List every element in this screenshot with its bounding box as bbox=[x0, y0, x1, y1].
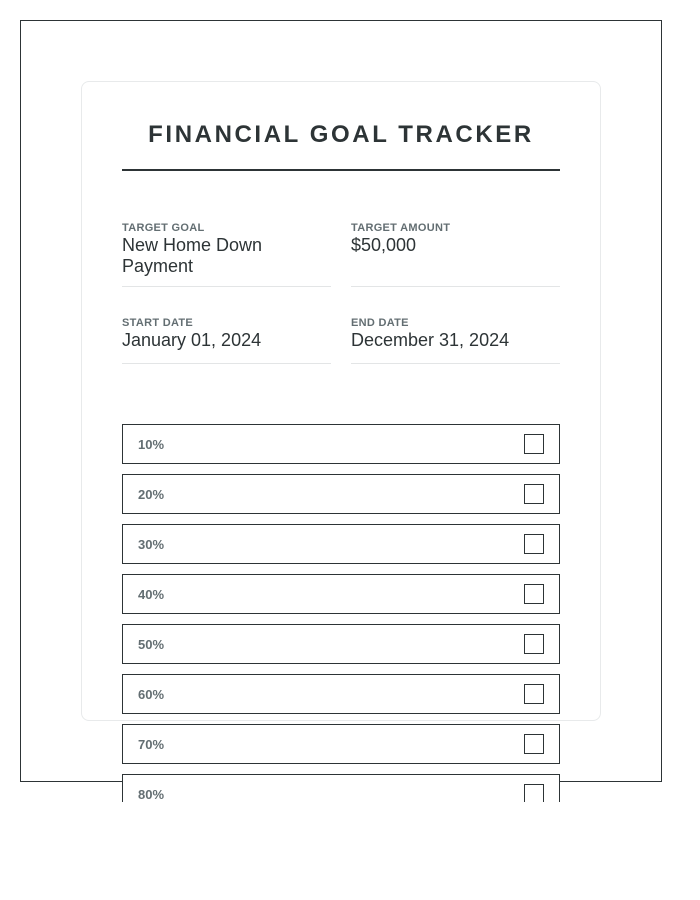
milestone-checkbox[interactable] bbox=[524, 484, 544, 504]
milestone-row bbox=[122, 674, 560, 714]
milestone-row bbox=[122, 424, 560, 464]
milestone-checkbox[interactable] bbox=[524, 784, 544, 802]
milestone-checkbox[interactable] bbox=[524, 734, 544, 754]
milestone-label: 80% bbox=[138, 787, 165, 802]
milestone-label: 20% bbox=[138, 487, 165, 502]
milestone-checkbox[interactable] bbox=[524, 634, 544, 654]
milestone-checkbox[interactable] bbox=[524, 434, 544, 454]
milestone-row bbox=[122, 724, 560, 764]
milestone-checkbox[interactable] bbox=[524, 534, 544, 554]
end-date-field bbox=[351, 317, 560, 364]
milestone-row bbox=[122, 624, 560, 664]
target-goal-label: TARGET GOAL bbox=[122, 222, 205, 234]
milestone-list bbox=[122, 424, 560, 802]
milestone-row bbox=[122, 524, 560, 564]
start-date-label: START DATE bbox=[122, 317, 194, 329]
end-date-label: END DATE bbox=[351, 317, 409, 329]
title-divider bbox=[122, 169, 560, 171]
target-amount-label: TARGET AMOUNT bbox=[351, 222, 451, 234]
start-date-field bbox=[122, 317, 331, 364]
milestone-label: 10% bbox=[138, 437, 165, 452]
milestone-label: 70% bbox=[138, 737, 165, 752]
milestone-label: 60% bbox=[138, 687, 165, 702]
page-title: FINANCIAL GOAL TRACKER bbox=[148, 121, 534, 148]
target-goal-value: New Home Down Payment bbox=[122, 235, 263, 276]
end-date-value: December 31, 2024 bbox=[351, 330, 510, 350]
target-goal-field bbox=[122, 222, 331, 287]
milestone-row bbox=[122, 574, 560, 614]
milestone-label: 30% bbox=[138, 537, 165, 552]
milestone-checkbox[interactable] bbox=[524, 584, 544, 604]
milestone-row bbox=[122, 774, 560, 802]
start-date-value: January 01, 2024 bbox=[122, 330, 262, 350]
milestone-label: 50% bbox=[138, 637, 165, 652]
target-amount-field bbox=[351, 222, 560, 287]
target-amount-value: $50,000 bbox=[351, 235, 417, 255]
milestone-checkbox[interactable] bbox=[524, 684, 544, 704]
milestone-row bbox=[122, 474, 560, 514]
milestone-label: 40% bbox=[138, 587, 165, 602]
